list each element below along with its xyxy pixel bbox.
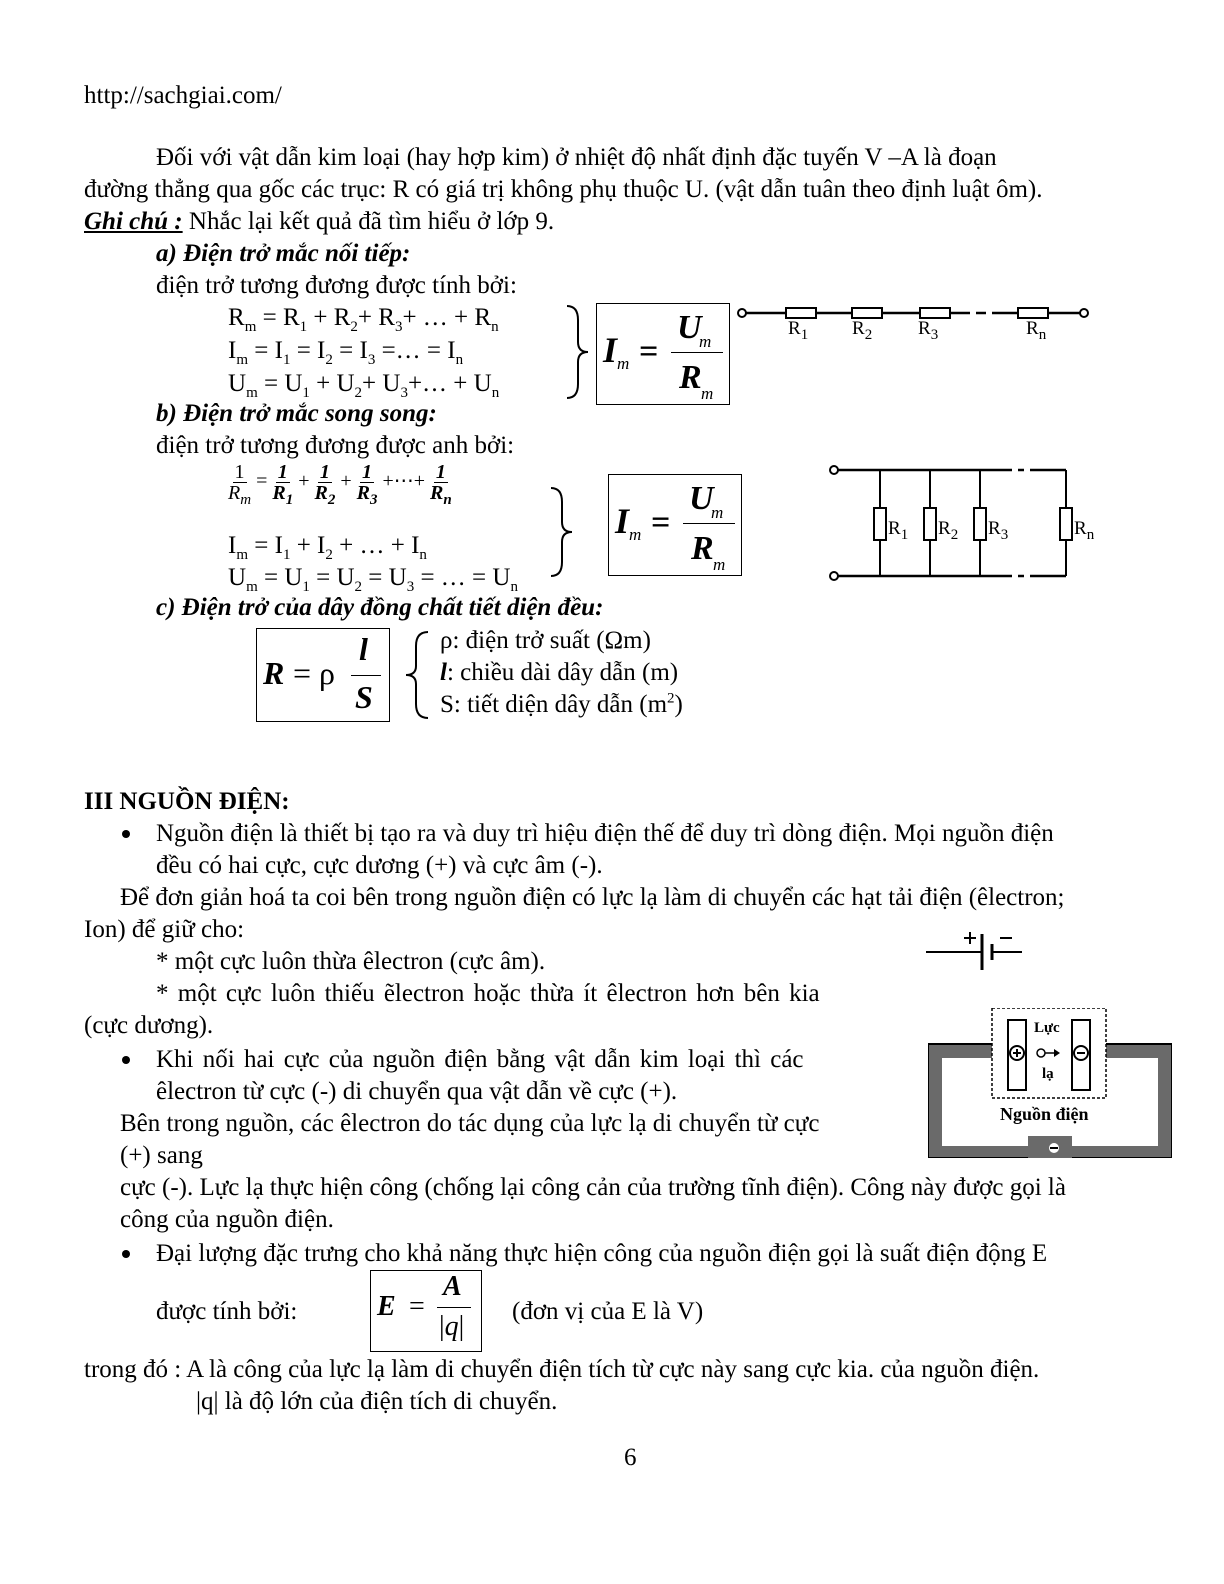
emf-den-text: q (444, 1311, 459, 1342)
wire-def-2 (440, 659, 678, 688)
fig-force: Lực (1034, 1020, 1060, 1036)
source-s1: * một cực luôn thừa êlectron (cực âm). (156, 948, 546, 975)
source-p2-l1: Bên trong nguồn, các êlectron do tác dụng của lực lạ di chuyển từ cực (120, 1110, 820, 1137)
box-equals: = (639, 333, 659, 370)
where-l1: trong đó : A là công của lực lạ làm di chuyển điện tích từ cực này sang cực kia. của nguồn điện. (84, 1356, 1040, 1383)
box-frac-bar (671, 352, 723, 353)
series-eq-1: $R_m = R_1 + R_2+ R_3+$ … + $R_n$ (228, 304, 499, 335)
source-p2-l4: công của nguồn điện. (120, 1206, 334, 1233)
bullet-icon (122, 1056, 130, 1064)
series-r3: $R_3$ (918, 318, 939, 343)
box-num: U (677, 309, 702, 346)
parallel-brace (546, 484, 576, 580)
wire-lhs: R (263, 655, 285, 691)
bullet-icon (122, 830, 130, 838)
source-p2-l3: cực (-). Lực lạ thực hiện công (chống lại công cản của trường tĩnh điện). Công này được gọi là (120, 1174, 1066, 1201)
note-text: Nhắc lại kết quả đã tìm hiểu ở lớp 9. (182, 208, 555, 235)
box-num-sub: m (699, 332, 712, 351)
pbox-equals: = (651, 504, 671, 541)
pbox-frac-bar (683, 523, 735, 524)
series-title: a) Điện trở mắc nối tiếp: (156, 240, 411, 267)
series-r2: $R_2$ (852, 318, 873, 343)
wire-den: S (355, 679, 373, 715)
wire-num: l (359, 631, 368, 667)
wire-def-3-sup: 2 (667, 690, 675, 707)
emf-num: A (443, 1271, 462, 1302)
page-number: 6 (624, 1444, 637, 1471)
wire-def-2-sym: l (440, 659, 447, 686)
source-b1-l1: Nguồn điện là thiết bị tạo ra và duy trì hiệu điện thế để duy trì dòng điện. Mọi nguồn điện (156, 820, 1054, 847)
intro-line-2: đường thẳng qua gốc các trục: R có giá trị không phụ thuộc U. (vật dẫn tuân theo định luật ôm). (84, 176, 1043, 203)
pbox-den-sub: m (713, 555, 726, 574)
emf-den: |q| (439, 1311, 465, 1342)
source-figure (928, 1008, 1172, 1158)
box-den: R (679, 359, 702, 396)
source-s2-l1: * một cực luôn thiếu ẽlectron hoặc thừa ít êlectron hơn bên kia (156, 980, 820, 1007)
wire-formula-box (256, 628, 390, 722)
parallel-rn: $R_n$ (1074, 518, 1095, 543)
parallel-r3: $R_3$ (988, 518, 1009, 543)
battery-symbol-icon (924, 928, 1024, 972)
pbox-lhs-sub: m (629, 525, 642, 544)
fig-la: lạ (1042, 1066, 1054, 1082)
fig-label: Nguồn điện (1000, 1104, 1089, 1124)
series-current-box (596, 303, 730, 405)
pbox-lhs: I (615, 501, 630, 541)
parallel-current-box (608, 474, 742, 576)
pbox-num: U (689, 480, 714, 517)
wire-def-2-text: : chiều dài dây dẫn (m) (446, 659, 679, 686)
source-b2-l2: êlectron từ cực (-) di chuyển qua vật dẫn về cực (+). (156, 1078, 678, 1105)
parallel-desc: điện trở tương đương được anh bởi: (156, 432, 515, 459)
where-l2: |q| là độ lớn của điện tích di chuyển. (196, 1388, 558, 1415)
emf-lhs: E (377, 1291, 396, 1322)
wire-title: c) Điện trở của dây đồng chất tiết diện đều: (156, 594, 604, 621)
wire-equals-rho: = ρ (293, 655, 336, 691)
parallel-r1: $R_1$ (888, 518, 909, 543)
emf-equals: = (409, 1291, 425, 1322)
wire-def-3 (440, 691, 683, 720)
emf-unit: (đơn vị của E là V) (512, 1298, 704, 1325)
source-p1-l2: Ion) để giữ cho: (84, 916, 245, 943)
pbox-num-sub: m (711, 503, 724, 522)
series-eq-3: $U_m = U_1 + U_2+$ $U_3+\dots + U_n$ (228, 370, 500, 401)
wire-def-3-text: S: tiết diện dây dẫn (m (440, 691, 668, 718)
wire-def-3-end: ) (674, 691, 683, 718)
parallel-r2: $R_2$ (938, 518, 959, 543)
emf-frac-bar (437, 1307, 471, 1308)
box-lhs: I (603, 330, 618, 370)
source-p1-l1: Để đơn giản hoá ta coi bên trong nguồn điện có lực lạ làm di chuyển các hạt tải điện (êlectron; (120, 884, 1065, 911)
parallel-eq-1: $\frac{1}{R_m}$ = $\frac{1}{R_1}$ + $\frac{1}{R_2}$ + $\frac{1}{R_3}$ +⋯+ $\frac{1}{R_n}$ (228, 461, 452, 508)
wire-def-1: ρ: điện trở suất (Ωm) (440, 627, 651, 654)
source-b1-l2: đều có hai cực, cực dương (+) và cực âm (-). (156, 852, 603, 879)
note-label: Ghi chú : (84, 208, 183, 235)
parallel-eq-3: $U_m = U_1 = U_2 = U_3$ = … = $U_n$ (228, 564, 518, 595)
series-r1: $R_1$ (788, 318, 809, 343)
emf-formula-box (370, 1270, 482, 1352)
series-desc: điện trở tương đương được tính bởi: (156, 272, 517, 299)
pbox-den: R (691, 530, 714, 567)
header-url: http://sachgiai.com/ (84, 82, 282, 109)
parallel-eq-2: $I_m = I_1 + I_2$ + … + $I_n$ (228, 532, 427, 563)
series-eq-2: $I_m = I_1 = I_2 = I_3$ =… = $I_n$ (228, 337, 464, 368)
bullet-icon (122, 1250, 130, 1258)
note-line (84, 208, 554, 237)
intro-line-1: Đối với vật dẫn kim loại (hay hợp kim) ở nhiệt độ nhất định đặc tuyến V –A là đoạn (156, 144, 997, 171)
source-p2-l2: (+) sang (120, 1142, 203, 1169)
source-b3-l2: được tính bởi: (156, 1298, 298, 1325)
source-heading: III NGUỒN ĐIỆN: (84, 788, 290, 815)
parallel-circuit-diagram (826, 462, 1106, 586)
wire-brace (400, 628, 432, 722)
series-brace (562, 302, 592, 402)
box-lhs-sub: m (617, 354, 630, 373)
source-b3-l1: Đại lượng đặc trưng cho khả năng thực hiện công của nguồn điện gọi là suất điện động E (156, 1240, 1048, 1267)
box-den-sub: m (701, 384, 714, 403)
source-s2-l2: (cực dương). (84, 1012, 214, 1039)
wire-frac-bar (351, 675, 381, 676)
source-b2-l1: Khi nối hai cực của nguồn điện bằng vật dẫn kim loại thì các (156, 1046, 804, 1073)
parallel-title: b) Điện trở mắc song song: (156, 400, 437, 427)
series-rn: $R_n$ (1026, 318, 1047, 343)
